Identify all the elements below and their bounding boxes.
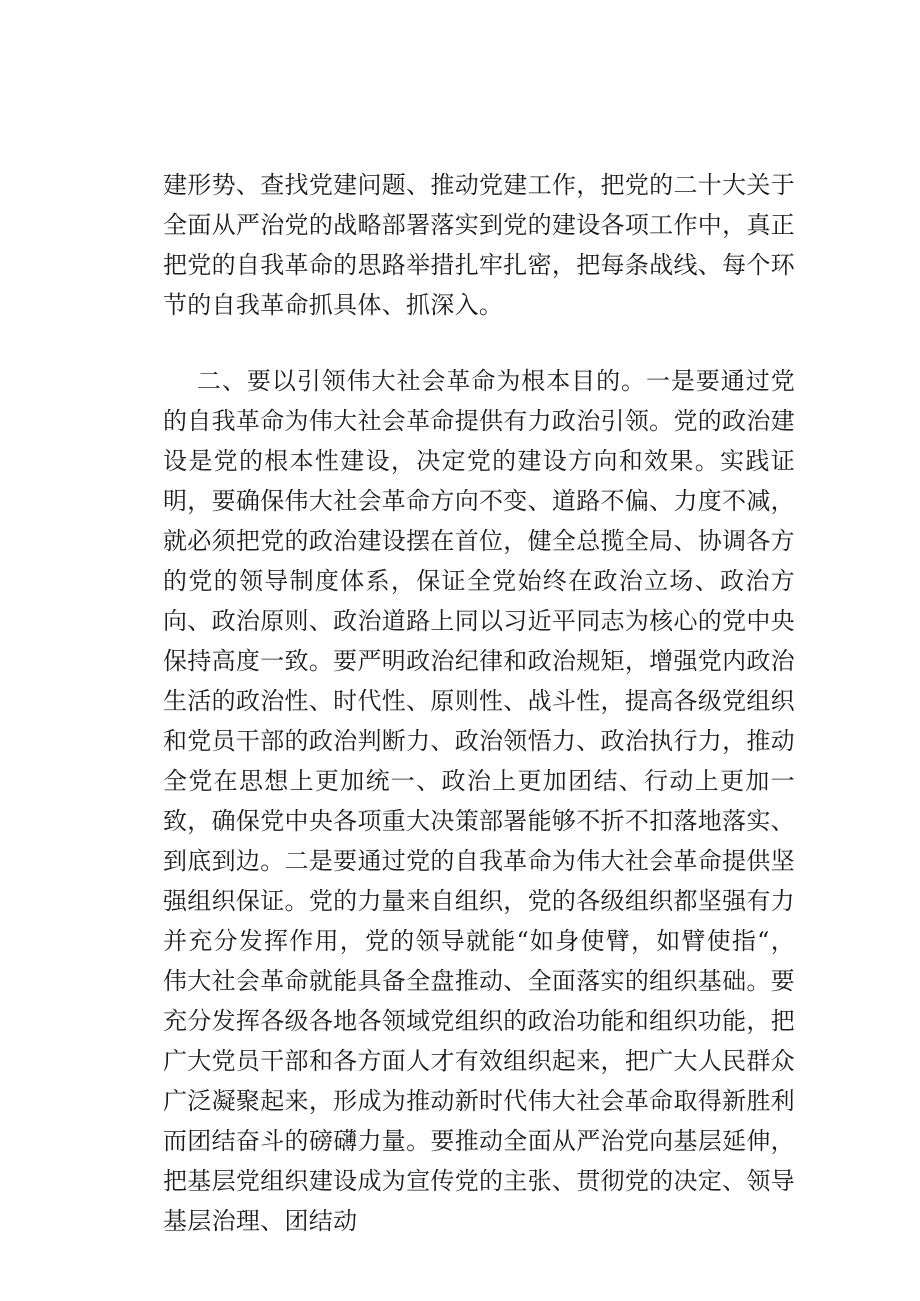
paragraph-section-two: 二、要以引领伟大社会革命为根本目的。一是要通过党的自我革命为伟大社会革命提供有力政治引领。党的政治建设是党的根本性建设，决定党的建设方向和效果。实践证明，要确保伟大社会革命方向不变、道路不偏、力度不减，就必须把党的政治建设摆在首位，健全总揽全局、协调各方的党的领导制度体系，保证全党始终在政治立场、政治方向、政治原则、政治道路上同以习近平同志为核心的党中央保持高度一致。要严明政治纪律和政治规矩，增强党内政治生活的政治性、时代性、原则性、战斗性，提高各级党组织和党员干部的政治判断力、政治领悟力、政治执行力，推动全党在思想上更加统一、政治上更加团结、行动上更加一致，确保党中央各项重大决策部署能够不折不扣落地落实、到底到边。二是要通过党的自我革命为伟大社会革命提供坚强组织保证。党的力量来自组织，党的各级组织都坚强有力并充分发挥作用，党的领导就能“如身使臂，如臂使指“，伟大社会革命就能具备全盘推动、全面落实的组织基础。要充分发挥各级各地各领域党组织的政治功能和组织功能，把广大党员干部和各方面人才有效组织起来，把广大人民群众广泛凝聚起来，形成为推动新时代伟大社会革命取得新胜利而团结奋斗的磅礴力量。要推动全面从严治党向基层延伸，把基层党组织建设成为宣传党的主张、贯彻党的决定、领导基层治理、团结动 bbox=[163, 367, 795, 1235]
paragraph-continued: 建形势、查找党建问题、推动党建工作，把党的二十大关于全面从严治党的战略部署落实到党的建设各项工作中，真正把党的自我革命的思路举措扎牢扎密，把每条战线、每个环节的自我革命抓具体、抓深入。 bbox=[163, 171, 795, 319]
